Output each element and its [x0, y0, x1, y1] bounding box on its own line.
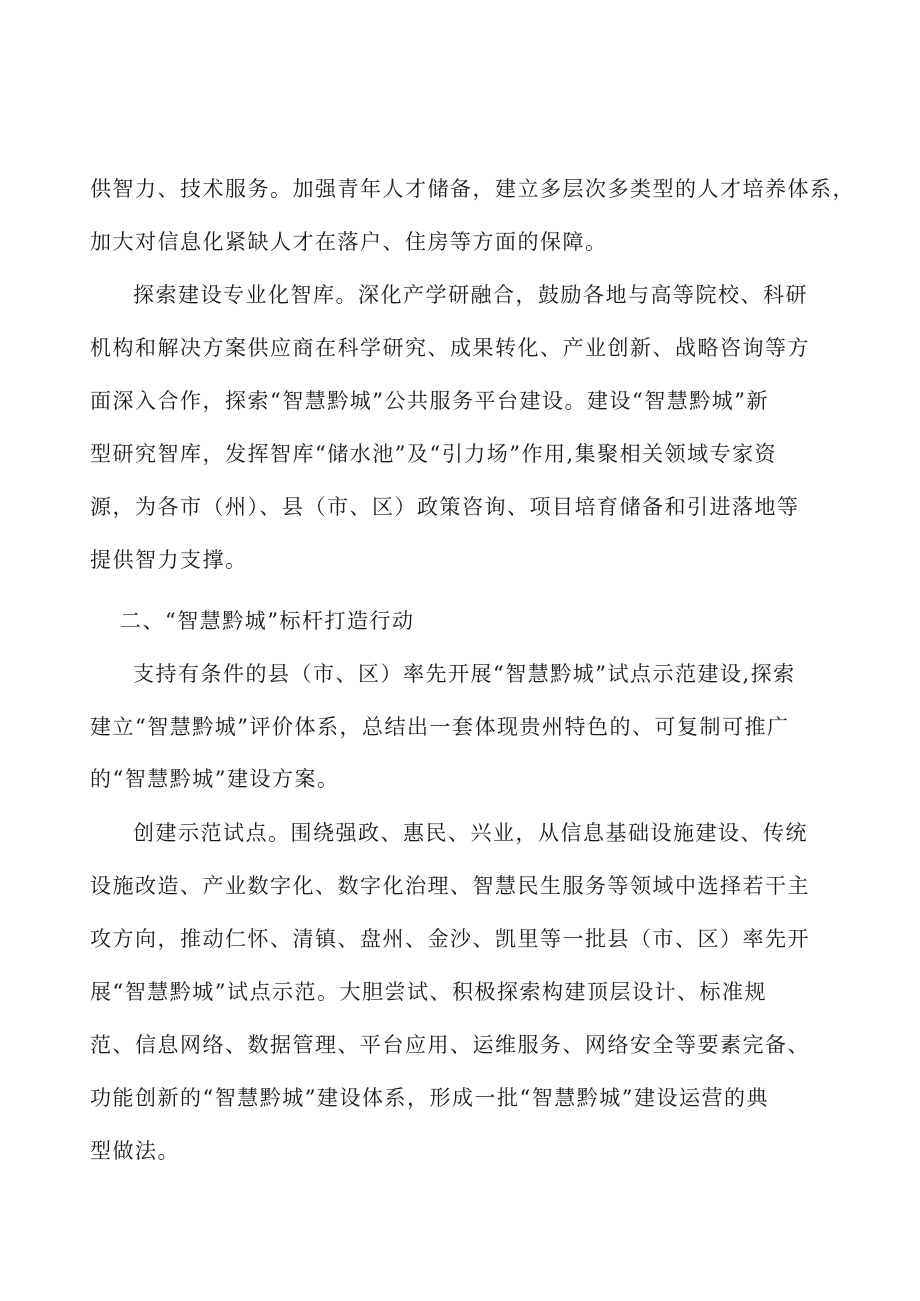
paragraph-2-line-2: 机构和解决方案供应商在科学研究、成果转化、产业创新、战略咨询等方: [90, 336, 810, 360]
section-heading: 二、“智慧黔城”标杆打造行动: [120, 609, 415, 633]
paragraph-3-line-3: 的“智慧黔城”建设方案。: [90, 767, 340, 791]
paragraph-1-line-2: 加大对信息化紧缺人才在落户、住房等方面的保障。: [90, 230, 608, 254]
paragraph-4-line-5: 范、信息网络、数据管理、平台应用、运维服务、网络安全等要素完备、: [90, 1033, 810, 1057]
paragraph-4-line-7: 型做法。: [90, 1139, 180, 1163]
paragraph-3-line-1: 支持有条件的县（市、区）率先开展“智慧黔城”试点示范建设,探索: [133, 662, 796, 686]
paragraph-4-line-3: 攻方向，推动仁怀、清镇、盘州、金沙、凯里等一批县（市、区）率先开: [90, 927, 810, 951]
paragraph-2-line-6: 提供智力支撑。: [90, 548, 248, 572]
paragraph-1-line-1: 供智力、技术服务。加强青年人才储备，建立多层次多类型的人才培养体系，: [90, 177, 855, 201]
paragraph-4-line-1: 创建示范试点。围绕强政、惠民、兴业，从信息基础设施建设、传统: [133, 821, 808, 845]
paragraph-4-line-6: 功能创新的“智慧黔城”建设体系，形成一批“智慧黔城”建设运营的典: [90, 1086, 769, 1110]
paragraph-2-line-3: 面深入合作，探索“智慧黔城”公共服务平台建设。建设“智慧黔城”新: [90, 389, 769, 413]
paragraph-2-line-5: 源，为各市（州）、县（市、区）政策咨询、项目培育储备和引进落地等: [90, 495, 800, 519]
paragraph-2-line-1: 探索建设专业化智库。深化产学研融合，鼓励各地与高等院校、科研: [133, 283, 808, 307]
paragraph-4-line-2: 设施改造、产业数字化、数字化治理、智慧民生服务等领域中选择若干主: [90, 874, 810, 898]
paragraph-3-line-2: 建立“智慧黔城”评价体系，总结出一套体现贵州特色的、可复制可推广: [90, 715, 790, 739]
paragraph-2-line-4: 型研究智库，发挥智库“储水池”及“引力场”作用,集聚相关领域专家资: [90, 442, 778, 466]
paragraph-4-line-4: 展“智慧黔城”试点示范。大胆尝试、积极探索构建顶层设计、标准规: [90, 980, 767, 1004]
